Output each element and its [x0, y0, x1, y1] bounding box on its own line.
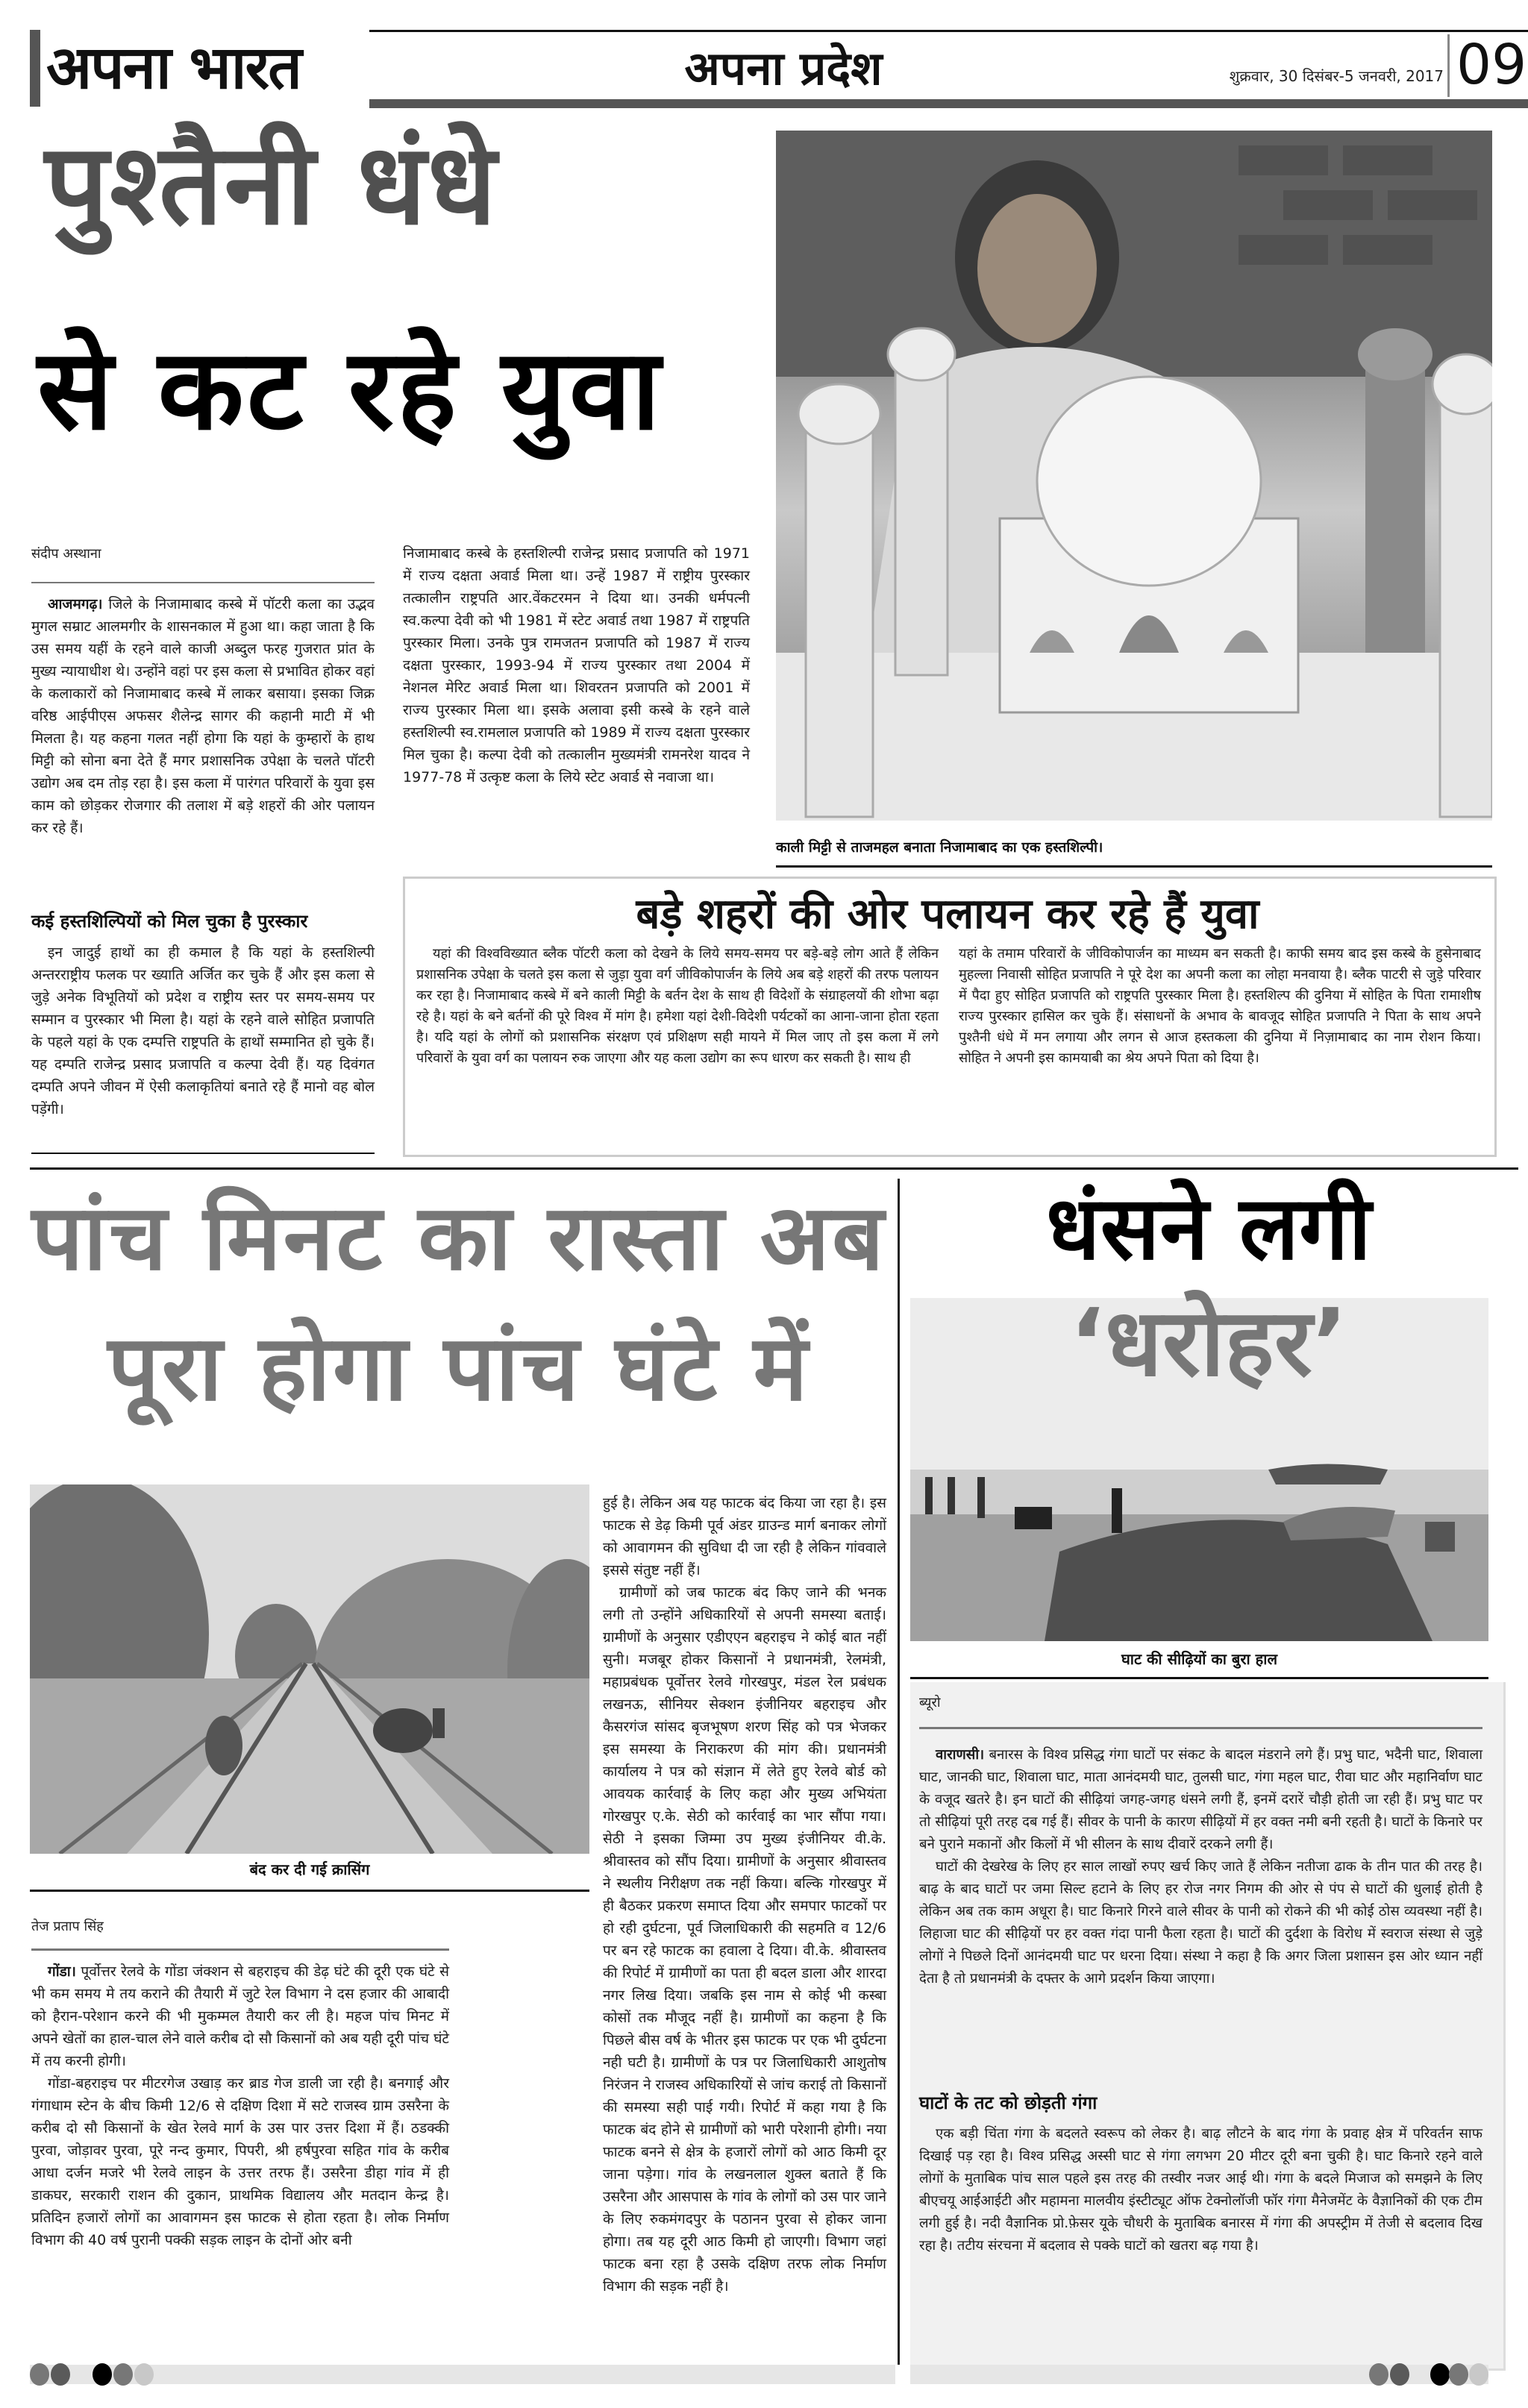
footer-dot [51, 2363, 70, 2386]
footer-dot [1390, 2363, 1409, 2386]
footer-bar-right [910, 2365, 1488, 2384]
section-title: अपना प्रदेश [684, 41, 883, 95]
story2-para1: पूर्वोत्तर रेलवे के गोंडा जंक्शन से बहराइच की डेढ़ घंटे की दूरी एक घंटे से भी कम समय मे तय कराने की तैयारी में जुटे रेल विभाग ने दस हजार की आबादी को हैरान-परेशान करने की भी मुकम्मल तैयारी कर ली है। महज पांच मिनट में अपने खेतों का हाल-चाल लेने वाले करीब दो सौ किसानों को अब यही दूरी पांच घंटे में तय करनी होगी। [31, 1963, 449, 2069]
railway-track-illustration [30, 1484, 589, 1854]
footer-dot [113, 2363, 133, 2386]
footer-dot [1369, 2363, 1388, 2386]
column-separator [898, 1179, 900, 2365]
story3-photo-caption: घाट की सीढ़ियों का बुरा हाल [1121, 1650, 1278, 1668]
story3-byline-rule [919, 1727, 1482, 1729]
story1-byline-rule [31, 582, 375, 583]
story1-column2 [403, 542, 750, 788]
story2-headline-line2: पूरा होगा पांच घंटे में [107, 1315, 810, 1421]
story2-byline-rule [31, 1948, 449, 1951]
story1-box-column2 [959, 944, 1481, 1069]
story1-para3: निजामाबाद कस्बे के हस्तशिल्पी राजेन्द्र प्रसाद प्रजापति को 1971 में राज्य दक्षता अवार्ड मिला था। उन्हें 1987 में राष्ट्रीय पुरस्कार तत्कालीन राष्ट्रपति आर.वेंकटरमन ने दिया था। उनकी धर्मपत्नी स्व.कल्पा देवी को भी 1981 में स्टेट अवार्ड तथा 1987 में राष्ट्रपति पुरस्कार मिला। उनके पुत्र रामजतन प्रजापति को 1987 में राज्य दक्षता पुरस्कार, 1993-94 में राज्य पुरस्कार तथा 2004 में नेशनल मेरिट अवार्ड मिला था। शिवरतन प्रजापति को 2001 में राज्य पुरस्कार मिला था। इसके अलावा इसी कस्बे के रहने वाले हस्तशिल्पी स्व.रामलाल प्रजापति को 1989 में राज्य दक्षता पुरस्कार मिल चुका है। कल्पा देवी को तत्कालीन मुख्यमंत्री रामनरेश यादव ने 1977-78 में उत्कृष्ट कला के लिये स्टेट अवार्ड से नवाजा था। [403, 545, 750, 786]
artisan-taj-illustration [776, 131, 1492, 821]
story1-column1b [31, 941, 375, 1120]
story3-byline: ब्यूरो [919, 1695, 941, 1711]
story1-box-column1 [416, 944, 939, 1069]
story1-headline-line1: पुश्तैनी धंधे [45, 120, 498, 250]
story1-col1-end-rule [31, 1153, 375, 1154]
story3-subhead: घाटों के तट को छोड़ती गंगा [919, 2092, 1098, 2113]
story2-para4: ग्रामीणों को जब फाटक बंद किए जाने की भनक लगी तो उन्होंने अधिकारियों से अपनी समस्या बताई। ग्रामीणों के अनुसार एडीएएन बहराइच ने कोई बात नहीं सुनी। मजबूर होकर किसानों ने प्रधानमंत्री, रेलमंत्री, महाप्रबंधक पूर्वोत्तर रेलवे गोरखपुर, मंडल रेल प्रबंधक लखनऊ, सीनियर सेक्शन इंजीनियर बहराइच और कैसरगंज सांसद बृजभूषण शरण सिंह को पत्र भेजकर इस समस्या के निराकरण की मांग की। प्रधानमंत्री कार्यालय ने पत्र को संज्ञान में लेते हुए रेलवे बोर्ड को आवयक कार्रवाई के लिए कहा और मुख्य अभियंता गोरखपुर ए.के. सेठी को कार्रवाई का भार सौंपा गया। सेठी ने इसका जिम्मा उप मुख्य इंजीनियर वी.के. श्रीवास्तव को सौंप दिया। ग्रामीणों के अनुसार श्रीवास्तव ने स्थलीय निरीक्षण तक नहीं किया। बल्कि गोरखपुर में ही बैठकर प्रकरण समाप्त दिया और समपार फाटकों पर हो रही दुर्घटना, पूर्व जिलाधिकारी की सहमति व 12/6 पर बन रहे फाटक का हवाला दे दिया। वी.के. श्रीवास्तव की रिपोर्ट में ग्रामीणों का पता ही बदल डाला और शारदा नगर लिख दिया। जबकि इस नाम से कोई भी कस्बा कोसों तक मौजूद नहीं है। ग्रामीणों का कहना है कि पिछले बीस वर्ष के भीतर इस फाटक पर एक भी दुर्घटना नही घटी है। ग्रामीणों के पत्र पर जिलाधिकारी आशुतोष निरंजन ने राजस्व अधिकारियों से जांच कराई तो किसानों की समस्या सही पाई गयी। रिपोर्ट में कहा गया है कि फाटक बंद होने से ग्रामीणों को भारी परेशानी होगी। नया फाटक बनने से क्षेत्र के हजारों लोगों को आठ किमी दूर जाना पड़ेगा। गांव के लखनलाल शुक्ल बताते हैं कि उसरैना और आसपास के गांव के लोगों को उस पार जाने के लिए रुकमंगदपुर के पठानन पुरवा से होकर जाना होगा। तब यह दूरी आठ किमी हो जाएगी। विभाग जहां फाटक बना रहा है उसके दक्षिण तरफ लोक निर्माण विभाग की सड़क नहीं है। [603, 1584, 886, 2295]
story1-para2: इन जादुई हाथों का ही कमाल है कि यहां के हस्तशिल्पी अन्तरराष्ट्रीय फलक पर ख्याति अर्जित कर चुके हैं और इस कला से जुड़े अनेक विभूतियों को प्रदेश व राष्ट्रीय स्तर पर समय-समय पर सम्मान व पुरस्कार भी मिला है। यहां के रहने वाले सोहित प्रजापति के पहले यहां के एक दम्पत्ति राष्ट्रपति के हाथों सम्मानित हो चुके हैं। यह दम्पति राजेन्द्र प्रसाद प्रजापति व कल्पा देवी हैं। यह दिवंगत दम्पति अपने जीवन में ऐसी कलाकृतियां बनाते रहे हैं मानो वह बोल पड़ेंगी। [31, 944, 375, 1117]
story3-para3: एक बड़ी चिंता गंगा के बदलते स्वरूप को लेकर है। बाढ़ लौटने के बाद गंगा के प्रवाह क्षेत्र में परिवर्तन साफ दिखाई पड़ रहा है। विश्व प्रसिद्ध अस्सी घाट से गंगा लगभग 20 मीटर दूरी बना चुकी है। घाट किनारे रहने वाले लोगों के मुताबिक पांच साल पहले इस तरह की तस्वीर नजर आई थी। गंगा के बदले मिजाज को समझने के लिए बीएचयू आईआईटी और महामना मालवीय इंस्टीट्यूट ऑफ टेक्नोलॉजी फॉर गंगा मैनेजमेंट के वैज्ञानिकों की एक टीम लगी हुई है। नदी वैज्ञानिक प्रो.फ़ेसर यूके चौधरी के मुताबिक बनारस में गंगा की अपस्ट्रीम में तेजी से बदलाव दिख रहा है। तटीय संरचना में बदलाव से पक्के घाटों को खतरा बढ़ गया है। [919, 2126, 1482, 2254]
story2-byline: तेज प्रताप सिंह [31, 1919, 104, 1934]
story2-column2 [603, 1492, 886, 2298]
story3-headline-line1: धंसने लगी [1046, 1176, 1371, 1279]
story1-photo-caption: काली मिट्टी से ताजमहल बनाता निजामाबाद का एक हस्तशिल्पी। [776, 839, 1103, 856]
footer-dot [1469, 2363, 1488, 2386]
footer-bar-left [30, 2365, 895, 2384]
masthead-bar [30, 30, 40, 107]
story2-caption-rule [30, 1890, 589, 1892]
story2-photo [30, 1484, 589, 1854]
story1-photo [776, 131, 1492, 821]
header-rule-bottom [369, 99, 1528, 108]
story1-byline: संदीप अस्थाना [31, 546, 101, 562]
story1-column1 [31, 593, 375, 839]
footer-dot [93, 2363, 112, 2386]
story1-subhead: कई हस्तशिल्पियों को मिल चुका है पुरस्कार [31, 911, 308, 932]
story1-para1: जिले के निजामाबाद कस्बे में पॉटरी कला का उद्भव मुगल सम्राट आलमगीर के शासनकाल में हुआ था। कहा जाता है कि उस समय यहीं के रहने वाले काजी अब्दुल फरह गुजरात प्रांत के मुख्य न्यायाधीश थे। उन्होंने वहां पर इस कला से प्रभावित होकर वहां के कलाकारों को निजामाबाद कस्बे में लाकर बसाया। इसका जिक्र वरिष्ठ आईपीएस अफसर शैलेन्द्र सागर की कहानी माटी में भी मिलता है। यह कहना गलत नहीं होगा कि यहां के कुम्हारों के हाथ मिट्टी को सोना बना देते हैं मगर प्रशासनिक उपेक्षा के चलते पॉटरी उद्योग अब दम तोड़ रहा है। इस कला में पारंगत परिवारों के युवा इस काम को छोड़कर रोजगार की तलाश में बड़े शहरों की ओर पलायन कर रहे हैं। [31, 596, 375, 836]
story3-para2: घाटों की देखरेख के लिए हर साल लाखों रुपए खर्च किए जाते हैं लेकिन नतीजा ढाक के तीन पात की तरह है। बाढ़ के बाद घाटों पर जमा सिल्ट हटाने के लिए हर रोज नगर निगम की ओर से पंप से घाटों की धुलाई होती है लेकिन अब तक काम अधूरा है। घाट किनारे गिरने वाले सीवर के पानी को रोकने की भी कोई ठोस व्यवस्था नहीं है। लिहाजा घाट की सीढ़ियों पर हर वक्त गंदा पानी फैला रहता है। घाटों की दुर्दशा के विरोध में स्वराज संस्था से जुड़े लोगों ने पिछले दिनों आनंदमयी घाट पर धरना दिया। संस्था ने कहा है कि अगर जिला प्रशासन इस ओर ध्यान नहीं देता है तो प्रधानमंत्री के दफ्तर के आगे प्रदर्शन किया जाएगा। [919, 1859, 1482, 1987]
footer-dot [30, 2363, 49, 2386]
story1-dateline: आजमगढ़। [48, 596, 103, 612]
story3-headline-line2: ‘धरोहर’ [1069, 1289, 1348, 1397]
header-rule-top [369, 30, 1528, 32]
story1-box-headline: बड़े शहरों की ओर पलायन कर रहे हैं युवा [636, 890, 1259, 938]
section-divider [30, 1167, 1518, 1170]
story1-box-para2: यहां के तमाम परिवारों के जीविकोपार्जन का माध्यम बन सकती है। काफी समय बाद इस कस्बे के हुसेनाबाद मुहल्ला निवासी सोहित प्रजापति ने पूरे देश का अपनी कला का लोहा मनवाया है। ब्लैक पाटरी से जुड़े परिवार में पैदा हुए सोहित प्रजापति को राष्ट्रपति पुरस्कार मिला है। हस्तशिल्प की दुनिया में सोहित के पिता रामाशीष राज्य पुरस्कार हासिल कर चुके हैं। संसाधनों के अभाव के बावजूद सोहित प्रजापति ने पिता के साथ अपने पुश्तैनी धंधे में मन लगाया और लगन से आज हस्तकला की दुनिया में निज़ामाबाद का नाम रोशन किया। सोहित ने अपनी इस कामयाबी का श्रेय अपने पिता को दिया है। [959, 946, 1481, 1066]
story2-headline-line1: पांच मिनट का रास्ता अब [31, 1185, 886, 1291]
story3-para1: बनारस के विश्व प्रसिद्ध गंगा घाटों पर संकट के बादल मंडराने लगे हैं। प्रभु घाट, भदैनी घाट, शिवाला घाट, जानकी घाट, शिवाला घाट, माता आनंदमयी घाट, तुलसी घाट, गंगा महल घाट, रीवा घाट और महानिर्वाण घाट के वजूद खतरे है। इन घाटों की सीढ़ियां जगह-जगह धंसने लगी हैं, इनमें दरारें चौड़ी होती जा रही हैं। प्रभु घाट पर तो सीढ़ियां पूरी तरह दब गई हैं। सीवर के पानी के कारण सीढ़ियों में हर वक्त नमी बनी रहती है। घाटों के किनारे पर बने पुराने मकानों और किलों में भी सीलन के साथ दीवारें दरकने लगी हैं। [919, 1747, 1482, 1852]
header-separator [1447, 34, 1450, 97]
page-number: 09 [1456, 33, 1527, 97]
footer-dot [134, 2363, 154, 2386]
story2-para3: हुई है। लेकिन अब यह फाटक बंद किया जा रहा है। इस फाटक से डेढ़ किमी पूर्व अंडर ग्राउन्ड मार्ग बनाकर लोगों को आवागमन की सुविधा दी जा रही है लेकिन गांववाले इससे संतुष्ट नहीं हैं। [603, 1495, 886, 1578]
story2-para2: गोंडा-बहराइच पर मीटरगेज उखाड़ कर ब्राड गेज डाली जा रही है। बनगाई और गंगाधाम स्टेन के बीच किमी 12/6 से दक्षिण दिशा में सटे राजस्व ग्राम उसरैना के करीब दो सौ किसानों के खेत रेलवे मार्ग के उस पार उत्तर दिशा में हैं। ठडक्की पुरवा, जोड़ावर पुरवा, पूरे नन्द कुमार, पिपरी, श्री हर्षपुरवा सहित गांव के करीब आधा दर्जन मजरे भी रेलवे लाइन के उत्तर तरफ हैं। उसरैना डीहा गांव में ही डाकघर, सरकारी राशन की दुकान, प्राथमिक विद्यालय और मतदान केन्द्र है। प्रतिदिन हजारों लोगों का आवागमन इस फाटक से होता रहता है। लोक निर्माण विभाग की 40 वर्ष पुरानी पक्की सड़क लाइन के दोनों ओर बनी [31, 2075, 449, 2248]
story1-box-para1: यहां की विश्वविख्यात ब्लैक पॉटरी कला को देखने के लिये समय-समय पर बड़े-बड़े लोग आते हैं लेकिन प्रशासनिक उपेक्षा के चलते इस कला से जुड़ा युवा वर्ग जीविकोपार्जन के लिये अब बड़े शहरों की तरफ पलायन कर रहा है। निजामाबाद कस्बे में बने काली मिट्टी के बर्तन देश के साथ ही विदेशों के संग्राहलयों की शोभा बढ़ा रहे है। यहां के बने बर्तनों की पूरे विश्व में मांग है। हमेशा यहां देशी-विदेशी पर्यटकों का आना-जाना होता रहता है। यदि यहां के लोगों को प्रशासनिक संरक्षण एवं प्रशिक्षण सही मायने में मिल जाए तो इस कला में लगे परिवारों के युवा वर्ग का पलायन रुक जाएगा और यह कला उद्योग का रूप धारण कर सकती है। साथ ही [416, 946, 939, 1066]
footer-dot [1430, 2363, 1450, 2386]
story2-column1 [31, 1960, 449, 2251]
footer-dot [1449, 2363, 1468, 2386]
story1-headline-line2: से कट रहे युवा [37, 325, 664, 455]
story3-dateline: वाराणसी। [936, 1747, 985, 1763]
story3-column-b [919, 2123, 1482, 2257]
story1-caption-rule [776, 865, 1492, 868]
story3-caption-rule [910, 1677, 1488, 1679]
issue-date: शुक्रवार, 30 दिसंबर-5 जनवरी, 2017 [1229, 67, 1444, 85]
masthead-logo: अपना भारत [46, 33, 301, 102]
story2-dateline: गोंडा। [48, 1963, 76, 1980]
story3-column [919, 1744, 1482, 1990]
story2-photo-caption: बंद कर दी गई क्रासिंग [249, 1860, 370, 1878]
